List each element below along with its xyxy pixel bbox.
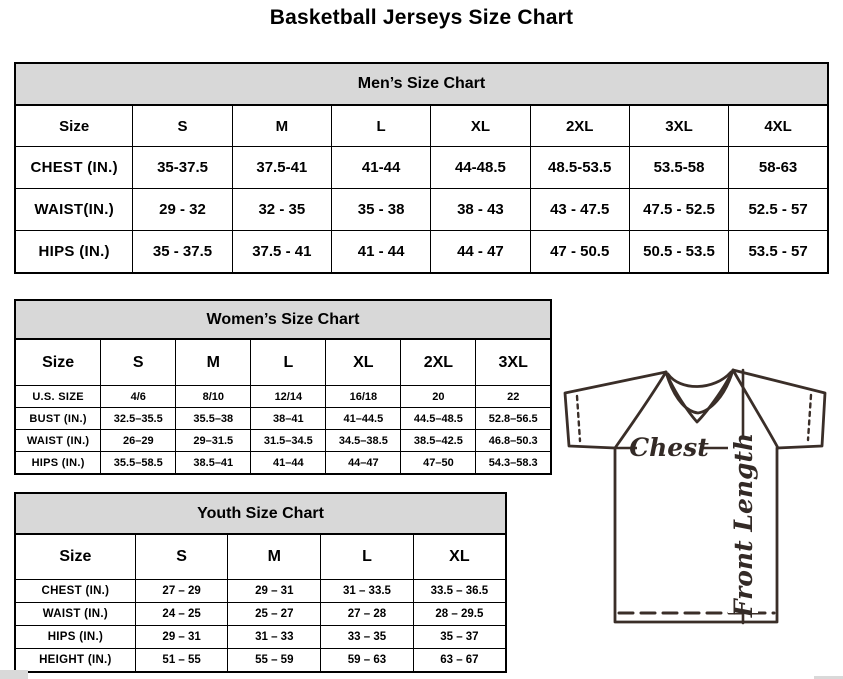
size-value-cell: 47 - 50.5 xyxy=(530,231,629,274)
size-value-cell: 37.5 - 41 xyxy=(232,231,331,274)
size-value-cell: 29–31.5 xyxy=(176,430,251,452)
size-value-cell: 34.5–38.5 xyxy=(326,430,401,452)
mens-size-table xyxy=(14,104,829,274)
size-value-cell: 12/14 xyxy=(251,386,326,408)
size-value-cell: 51 – 55 xyxy=(135,649,228,673)
front-length-label-group xyxy=(728,433,758,618)
row-label: BUST (IN.) xyxy=(15,408,101,430)
size-value-cell: 38 - 43 xyxy=(431,189,530,231)
youth-section-title: Youth Size Chart xyxy=(14,492,507,533)
column-header: XL xyxy=(431,105,530,147)
column-header: M xyxy=(176,339,251,386)
column-header: 3XL xyxy=(476,339,551,386)
size-value-cell: 46.8–50.3 xyxy=(476,430,551,452)
column-header: Size xyxy=(15,339,101,386)
womens-size-table xyxy=(14,338,552,475)
size-value-cell: 47.5 - 52.5 xyxy=(629,189,728,231)
size-value-cell: 48.5-53.5 xyxy=(530,147,629,189)
size-value-cell: 55 – 59 xyxy=(228,649,321,673)
column-header: Size xyxy=(15,105,133,147)
size-value-cell: 8/10 xyxy=(176,386,251,408)
size-value-cell: 35 – 37 xyxy=(413,626,506,649)
row-label: CHEST (IN.) xyxy=(15,580,135,603)
row-label: HEIGHT (IN.) xyxy=(15,649,135,673)
measurement-row xyxy=(15,580,506,603)
column-header: M xyxy=(232,105,331,147)
row-label: HIPS (IN.) xyxy=(15,231,133,274)
row-label: WAIST (IN.) xyxy=(15,430,101,452)
size-value-cell: 31.5–34.5 xyxy=(251,430,326,452)
measurement-row xyxy=(15,147,828,189)
size-value-cell: 47–50 xyxy=(401,452,476,475)
ui-artifact-bottom-left xyxy=(0,670,28,679)
measurement-row xyxy=(15,626,506,649)
column-header: L xyxy=(321,534,414,580)
row-label: WAIST (IN.) xyxy=(15,603,135,626)
size-value-cell: 44 - 47 xyxy=(431,231,530,274)
size-value-cell: 52.5 - 57 xyxy=(729,189,828,231)
size-value-cell: 29 – 31 xyxy=(135,626,228,649)
row-label: U.S. SIZE xyxy=(15,386,101,408)
chest-label-group xyxy=(629,433,709,462)
size-value-cell: 29 – 31 xyxy=(228,580,321,603)
size-value-cell: 31 – 33 xyxy=(228,626,321,649)
size-value-cell: 32.5–35.5 xyxy=(101,408,176,430)
page-title: Basketball Jerseys Size Chart xyxy=(269,6,574,29)
size-value-cell: 44–47 xyxy=(326,452,401,475)
size-header-row xyxy=(15,105,828,147)
size-value-cell: 41 - 44 xyxy=(331,231,430,274)
size-value-cell: 27 – 28 xyxy=(321,603,414,626)
size-value-cell: 35.5–38 xyxy=(176,408,251,430)
front-length-label: Front Length xyxy=(729,432,758,618)
size-value-cell: 33.5 – 36.5 xyxy=(413,580,506,603)
jersey-measurement-diagram xyxy=(553,355,833,655)
size-value-cell: 35.5–58.5 xyxy=(101,452,176,475)
measurement-row xyxy=(15,430,551,452)
column-header: Size xyxy=(15,534,135,580)
size-header-row xyxy=(15,534,506,580)
size-value-cell: 22 xyxy=(476,386,551,408)
sleeve-stitch-left xyxy=(577,396,580,441)
column-header: 2XL xyxy=(530,105,629,147)
column-header: L xyxy=(331,105,430,147)
size-value-cell: 43 - 47.5 xyxy=(530,189,629,231)
measurement-row xyxy=(15,452,551,475)
size-value-cell: 27 – 29 xyxy=(135,580,228,603)
column-header: XL xyxy=(413,534,506,580)
size-header-row xyxy=(15,339,551,386)
youth-size-section xyxy=(14,492,507,673)
size-value-cell: 63 – 67 xyxy=(413,649,506,673)
size-value-cell: 33 – 35 xyxy=(321,626,414,649)
mens-section-title: Men’s Size Chart xyxy=(14,62,829,104)
row-label: HIPS (IN.) xyxy=(15,626,135,649)
jersey-outline xyxy=(565,370,825,622)
measurement-row xyxy=(15,408,551,430)
size-value-cell: 53.5-58 xyxy=(629,147,728,189)
size-value-cell: 44.5–48.5 xyxy=(401,408,476,430)
row-label: CHEST (IN.) xyxy=(15,147,133,189)
column-header: XL xyxy=(326,339,401,386)
size-value-cell: 59 – 63 xyxy=(321,649,414,673)
size-value-cell: 50.5 - 53.5 xyxy=(629,231,728,274)
size-value-cell: 24 – 25 xyxy=(135,603,228,626)
size-value-cell: 41–44 xyxy=(251,452,326,475)
size-value-cell: 38–41 xyxy=(251,408,326,430)
size-value-cell: 52.8–56.5 xyxy=(476,408,551,430)
size-value-cell: 31 – 33.5 xyxy=(321,580,414,603)
measurement-row xyxy=(15,231,828,274)
row-label: WAIST(IN.) xyxy=(15,189,133,231)
size-value-cell: 28 – 29.5 xyxy=(413,603,506,626)
jersey-collar-inner xyxy=(668,372,731,387)
size-value-cell: 41–44.5 xyxy=(326,408,401,430)
column-header: S xyxy=(101,339,176,386)
column-header: S xyxy=(135,534,228,580)
column-header: 3XL xyxy=(629,105,728,147)
size-value-cell: 25 – 27 xyxy=(228,603,321,626)
column-header: L xyxy=(251,339,326,386)
size-value-cell: 20 xyxy=(401,386,476,408)
size-value-cell: 35 - 37.5 xyxy=(133,231,232,274)
size-value-cell: 38.5–41 xyxy=(176,452,251,475)
size-value-cell: 4/6 xyxy=(101,386,176,408)
measurement-row xyxy=(15,189,828,231)
size-value-cell: 37.5-41 xyxy=(232,147,331,189)
size-value-cell: 54.3–58.3 xyxy=(476,452,551,475)
size-value-cell: 38.5–42.5 xyxy=(401,430,476,452)
mens-size-section xyxy=(14,62,829,274)
size-value-cell: 35-37.5 xyxy=(133,147,232,189)
measurement-row xyxy=(15,603,506,626)
size-value-cell: 16/18 xyxy=(326,386,401,408)
size-value-cell: 26–29 xyxy=(101,430,176,452)
column-header: 2XL xyxy=(401,339,476,386)
size-value-cell: 58-63 xyxy=(729,147,828,189)
size-value-cell: 32 - 35 xyxy=(232,189,331,231)
column-header: S xyxy=(133,105,232,147)
youth-size-table xyxy=(14,533,507,673)
womens-size-section xyxy=(14,299,552,475)
measurement-row xyxy=(15,386,551,408)
womens-section-title: Women’s Size Chart xyxy=(14,299,552,338)
measurement-row xyxy=(15,649,506,673)
sleeve-stitch-right xyxy=(808,395,811,440)
size-value-cell: 53.5 - 57 xyxy=(729,231,828,274)
chest-label: Chest xyxy=(629,433,709,462)
size-value-cell: 29 - 32 xyxy=(133,189,232,231)
size-value-cell: 44-48.5 xyxy=(431,147,530,189)
column-header: M xyxy=(228,534,321,580)
size-value-cell: 35 - 38 xyxy=(331,189,430,231)
size-value-cell: 41-44 xyxy=(331,147,430,189)
row-label: HIPS (IN.) xyxy=(15,452,101,475)
column-header: 4XL xyxy=(729,105,828,147)
